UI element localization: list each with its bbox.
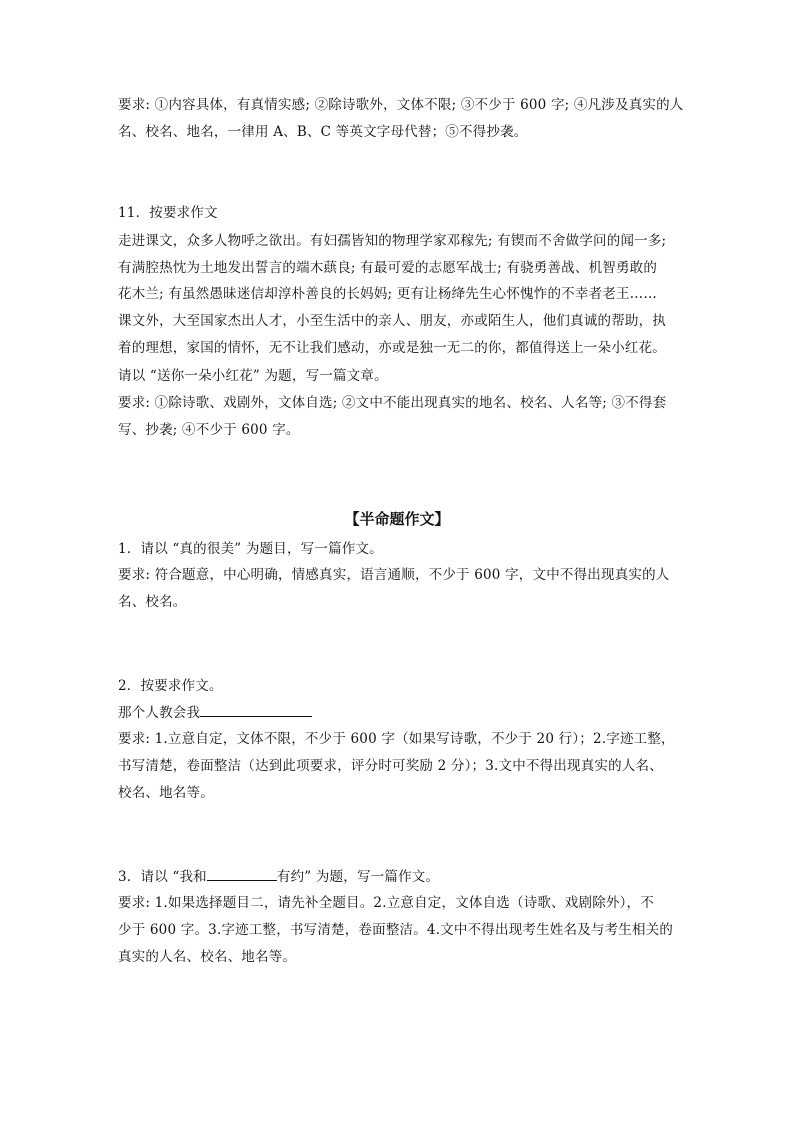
title-blank-line bbox=[207, 866, 277, 881]
prompt-1-requirement-line-2: 名、校名。 bbox=[118, 594, 187, 610]
prompt-2-requirement-line-1: 要求: 1.立意自定，文体不限，不少于 600 字（如果写诗歌，不少于 20 行）；2.字迹工整， bbox=[118, 731, 675, 747]
block1-requirement-line-1: 要求: ①内容具体，有真情实感; ②除诗歌外，文体不限; ③不少于 600 字; ④凡涉及真实的人 bbox=[118, 97, 684, 113]
prompt-1-requirement-line-1: 要求: 符合题意，中心明确，情感真实，语言通顺，不少于 600 字，文中不得出现真实的人 bbox=[118, 567, 670, 583]
question-11-line-2: 有满腔热忱为土地发出誓言的端木蕻良; 有最可爱的志愿军战士; 有骁勇善战、机智勇敢的 bbox=[118, 260, 658, 276]
prompt-3-requirement-line-1: 要求: 1.如果选择题目二，请先补全题目。2.立意自定，文体自选（诗歌、戏剧除外），不 bbox=[118, 895, 654, 911]
prompt-3-requirement-line-3: 真实的人名、校名、地名等。 bbox=[118, 949, 297, 965]
prompt-3-requirement-line-2: 少于 600 字。3.字迹工整，书写清楚，卷面整洁。4.文中不得出现考生姓名及与考生相关的 bbox=[118, 922, 674, 938]
question-11-line-1: 走进课文，众多人物呼之欲出。有妇孺皆知的物理学家邓稼先; 有锲而不舍做学问的闻一多; bbox=[118, 233, 667, 249]
question-11-line-6: 请以 “送你一朵小红花” 为题，写一篇文章。 bbox=[118, 368, 388, 384]
prompt-1-heading: 1．请以 “真的很美” 为题目，写一篇作文。 bbox=[118, 541, 383, 557]
prompt-3-heading-start: 3．请以 “我和 bbox=[118, 869, 207, 885]
prompt-2-title-text: 那个人教会我 bbox=[118, 705, 201, 721]
question-11-line-3: 花木兰; 有虽然愚昧迷信却淳朴善良的长妈妈; 更有让杨绛先生心怀愧怍的不幸者老王…… bbox=[118, 286, 658, 302]
question-11-line-8: 写、抄袭; ④不少于 600 字。 bbox=[118, 422, 300, 438]
prompt-2-requirement-line-3: 校名、地名等。 bbox=[118, 785, 214, 801]
prompt-2-heading: 2．按要求作文。 bbox=[118, 678, 223, 694]
section-title: 【半命题作文】 bbox=[344, 510, 450, 528]
prompt-2-title-line bbox=[118, 702, 678, 723]
prompt-3-heading bbox=[118, 866, 678, 887]
prompt-2-requirement-line-2: 书写清楚，卷面整洁（达到此项要求，评分时可奖励 2 分）；3.文中不得出现真实的人名、 bbox=[118, 758, 663, 774]
title-blank-line bbox=[200, 702, 312, 717]
block1-requirement-line-2: 名、校名、地名，一律用 A、B、C 等英文字母代替；⑤不得抄袭。 bbox=[118, 124, 528, 140]
question-11-line-7: 要求: ①除诗歌、戏剧外，文体自选; ②文中不能出现真实的地名、校名、人名等; ③不得套 bbox=[118, 395, 667, 411]
question-11-line-5: 着的理想，家国的情怀，无不让我们感动，亦或是独一无二的你，都值得送上一朵小红花。 bbox=[118, 340, 666, 356]
question-11-heading: 11．按要求作文 bbox=[118, 205, 218, 221]
question-11-line-4: 课文外，大至国家杰出人才，小至生活中的亲人、朋友，亦或陌生人，他们真诚的帮助，执 bbox=[118, 313, 666, 329]
prompt-3-heading-end: 有约” 为题，写一篇作文。 bbox=[276, 869, 440, 885]
